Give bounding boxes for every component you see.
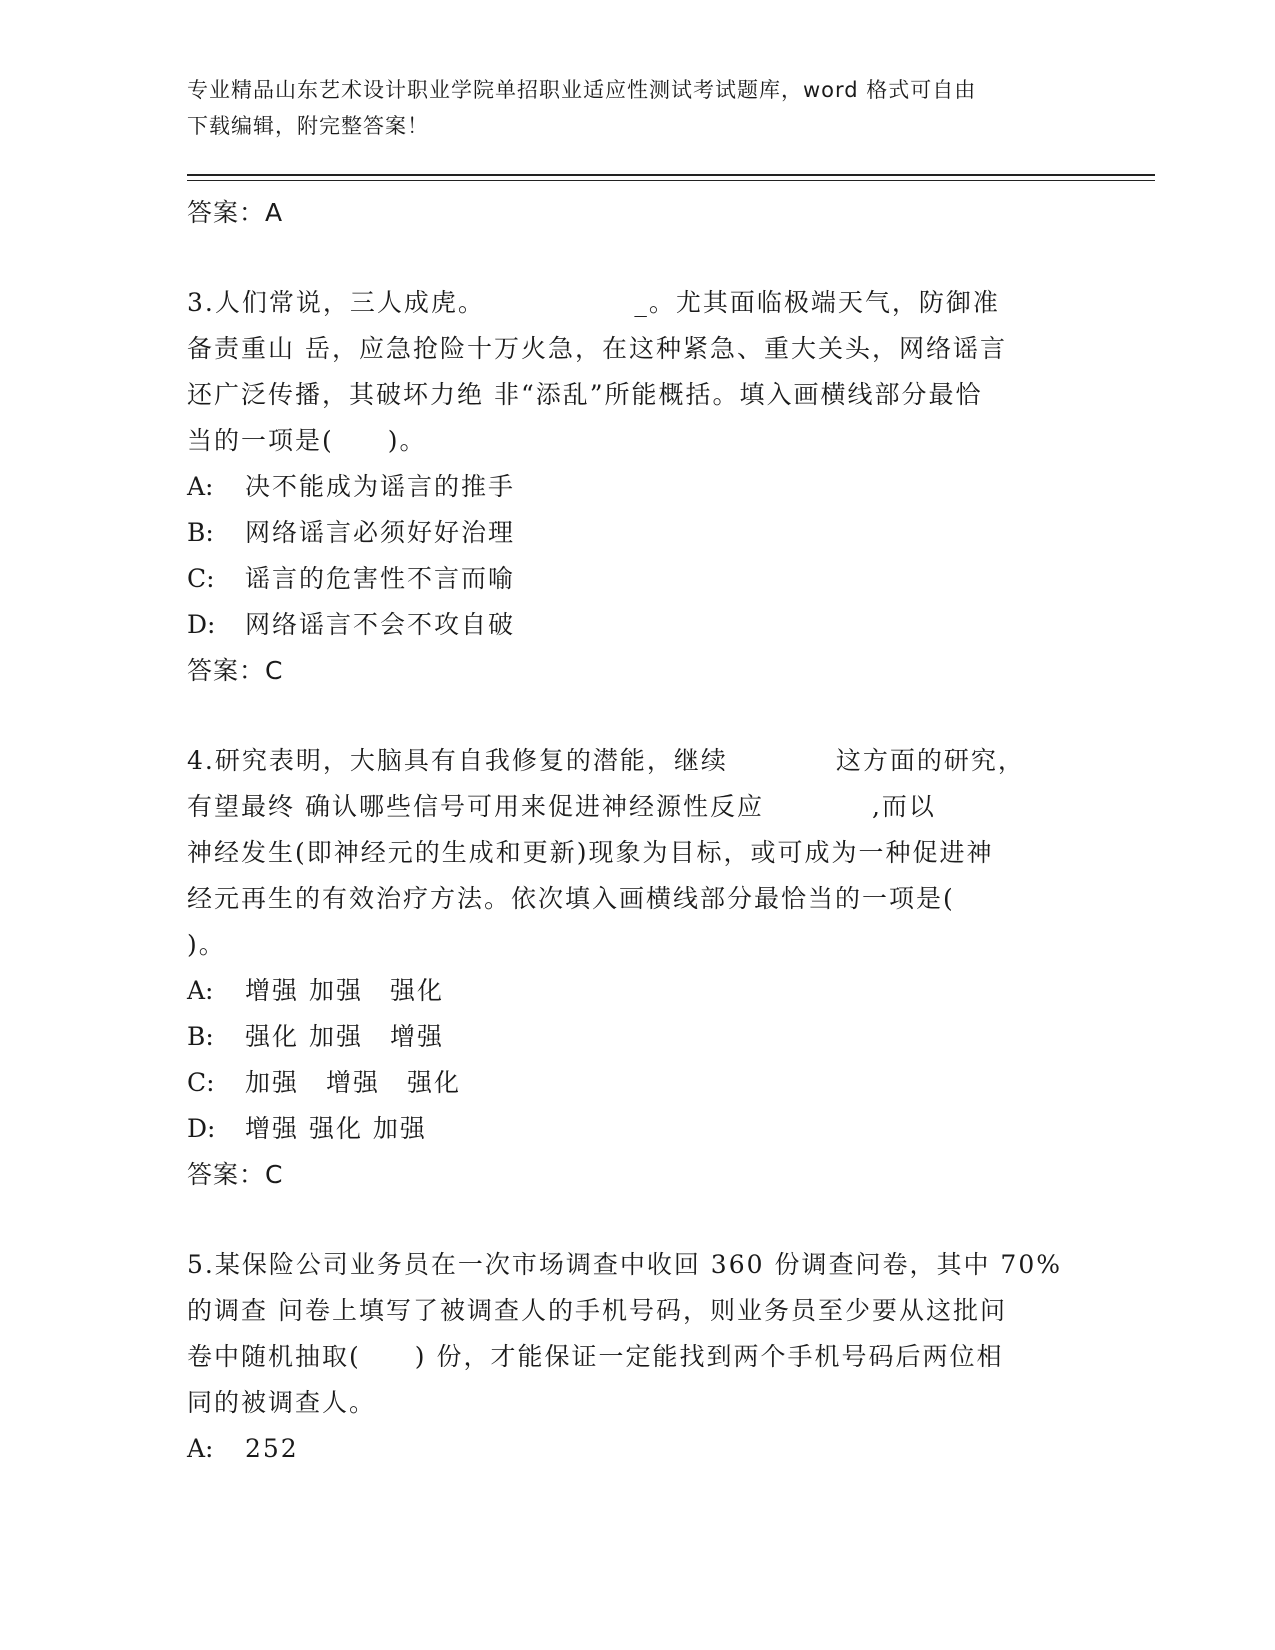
question-line: 当的一项是( )。: [187, 426, 427, 455]
answer-line: 答案：C: [187, 1160, 284, 1189]
answer-line: 答案：A: [187, 198, 284, 227]
option-text: 增强 强化 加强: [245, 1114, 427, 1143]
header-rule-thin: [187, 180, 1155, 181]
option-d: [187, 1106, 1087, 1152]
option-letter: D:: [187, 1114, 216, 1143]
option-letter: B:: [187, 1022, 214, 1051]
option-text: 谣言的危害性不言而喻: [245, 564, 516, 593]
answer-line: 答案：C: [187, 656, 284, 685]
option-c: [187, 1060, 1087, 1106]
document-body: [187, 190, 1087, 1472]
question-line: 4.研究表明，大脑具有自我修复的潜能，继续 这方面的研究，: [187, 746, 1025, 775]
question-4: [187, 738, 1087, 1198]
question-line: 还广泛传播，其破坏力绝 非“添乱”所能概括。填入画横线部分最恰: [187, 380, 983, 409]
option-text: 增强 加强 强化: [245, 976, 444, 1005]
option-a: [187, 968, 1087, 1014]
option-c: [187, 556, 1087, 602]
question-line: 的调查 问卷上填写了被调查人的手机号码，则业务员至少要从这批问: [187, 1296, 1007, 1325]
header-line: 下载编辑，附完整答案！: [187, 114, 429, 138]
question-line: 有望最终 确认哪些信号可用来促进神经源性反应 ,而以: [187, 792, 936, 821]
question-text: [187, 280, 1087, 464]
option-text: 决不能成为谣言的推手: [245, 472, 516, 501]
question-line: 3.人们常说，三人成虎。 _。尤其面临极端天气，防御准: [187, 288, 1000, 317]
option-letter: D:: [187, 610, 216, 639]
option-text: 强化 加强 增强: [245, 1022, 444, 1051]
question-text: [187, 1242, 1087, 1426]
question-line: )。: [187, 930, 226, 959]
option-b: [187, 1014, 1087, 1060]
option-text: 252: [245, 1434, 299, 1463]
option-a: [187, 1426, 1087, 1472]
question-text: [187, 738, 1087, 968]
option-d: [187, 602, 1087, 648]
option-letter: C:: [187, 1068, 215, 1097]
option-a: [187, 464, 1087, 510]
question-line: 神经发生(即神经元的生成和更新)现象为目标，或可成为一种促进神: [187, 838, 994, 867]
question-line: 卷中随机抽取( ) 份，才能保证一定能找到两个手机号码后两位相: [187, 1342, 1004, 1371]
header-rule-thick: [187, 174, 1155, 176]
option-text: 网络谣言不会不攻自破: [245, 610, 516, 639]
option-letter: B:: [187, 518, 214, 547]
question-5: [187, 1242, 1087, 1472]
option-letter: A:: [187, 976, 214, 1005]
question-line: 经元再生的有效治疗方法。依次填入画横线部分最恰当的一项是(: [187, 884, 955, 913]
option-letter: A:: [187, 472, 214, 501]
question-3: [187, 280, 1087, 694]
option-letter: C:: [187, 564, 215, 593]
header-line: 专业精品山东艺术设计职业学院单招职业适应性测试考试题库，word 格式可自由: [187, 78, 977, 102]
option-letter: A:: [187, 1434, 214, 1463]
question-line: 5.某保险公司业务员在一次市场调查中收回 360 份调查问卷，其中 70%: [187, 1250, 1062, 1279]
option-text: 加强 增强 强化: [245, 1068, 462, 1097]
option-text: 网络谣言必须好好治理: [245, 518, 516, 547]
document-header: [187, 72, 1067, 144]
option-b: [187, 510, 1087, 556]
question-line: 备责重山 岳，应急抢险十万火急，在这种紧急、重大关头，网络谣言: [187, 334, 1007, 363]
question-line: 同的被调查人。: [187, 1388, 377, 1417]
